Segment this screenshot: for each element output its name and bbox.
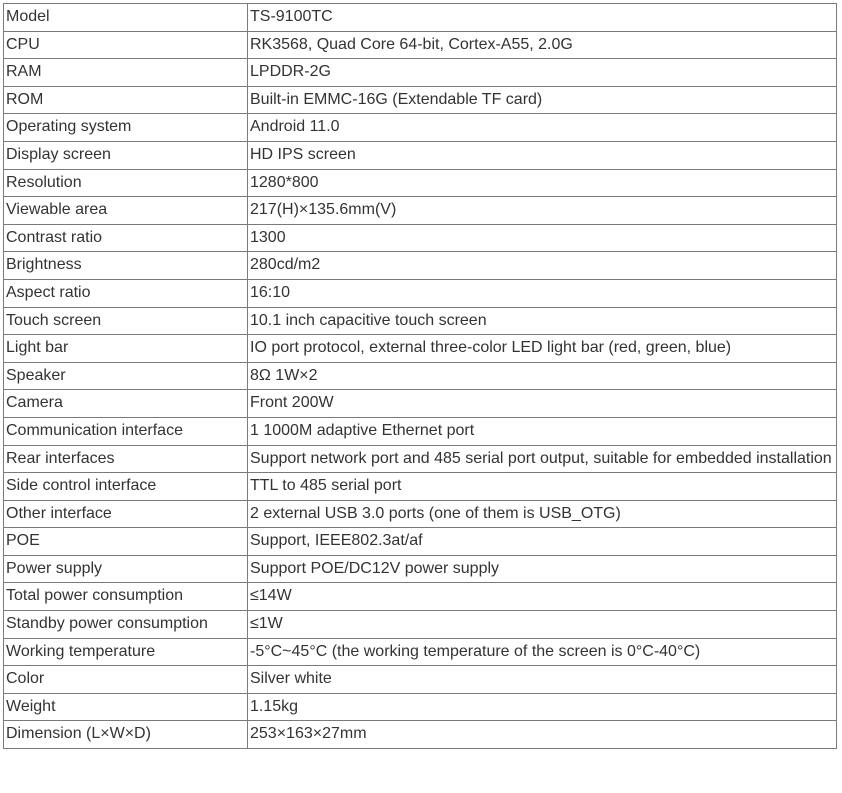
table-row	[4, 555, 837, 583]
spec-value: Support, IEEE802.3at/af	[248, 528, 837, 556]
spec-label: Rear interfaces	[4, 445, 248, 473]
spec-value: Front 200W	[248, 390, 837, 418]
spec-value: Silver white	[248, 666, 837, 694]
spec-value: 16:10	[248, 279, 837, 307]
spec-value: TTL to 485 serial port	[248, 473, 837, 501]
spec-value: Support network port and 485 serial port output, suitable for embedded installation	[248, 445, 837, 473]
spec-value: 1300	[248, 224, 837, 252]
table-row	[4, 500, 837, 528]
table-row	[4, 528, 837, 556]
table-row	[4, 666, 837, 694]
spec-label: ROM	[4, 86, 248, 114]
spec-value: Android 11.0	[248, 114, 837, 142]
table-row	[4, 445, 837, 473]
spec-value: IO port protocol, external three-color LED light bar (red, green, blue)	[248, 335, 837, 363]
spec-value: HD IPS screen	[248, 141, 837, 169]
spec-label: Standby power consumption	[4, 611, 248, 639]
spec-table-body	[4, 4, 837, 749]
table-row	[4, 31, 837, 59]
spec-label: Resolution	[4, 169, 248, 197]
spec-value: 10.1 inch capacitive touch screen	[248, 307, 837, 335]
spec-label: Side control interface	[4, 473, 248, 501]
spec-value: 8Ω 1W×2	[248, 362, 837, 390]
spec-value: RK3568, Quad Core 64-bit, Cortex-A55, 2.0G	[248, 31, 837, 59]
spec-label: Operating system	[4, 114, 248, 142]
table-row	[4, 307, 837, 335]
spec-label: POE	[4, 528, 248, 556]
spec-label: CPU	[4, 31, 248, 59]
spec-value: 1.15kg	[248, 693, 837, 721]
spec-value: 253×163×27mm	[248, 721, 837, 749]
table-row	[4, 224, 837, 252]
spec-label: Other interface	[4, 500, 248, 528]
table-row	[4, 693, 837, 721]
spec-label: Light bar	[4, 335, 248, 363]
table-row	[4, 252, 837, 280]
table-row	[4, 417, 837, 445]
spec-label: Color	[4, 666, 248, 694]
table-row	[4, 279, 837, 307]
spec-label: Contrast ratio	[4, 224, 248, 252]
spec-label: Communication interface	[4, 417, 248, 445]
spec-label: Brightness	[4, 252, 248, 280]
spec-label: Display screen	[4, 141, 248, 169]
spec-label: Touch screen	[4, 307, 248, 335]
table-row	[4, 59, 837, 87]
spec-label: RAM	[4, 59, 248, 87]
spec-table	[3, 3, 837, 749]
table-row	[4, 638, 837, 666]
spec-value: 217(H)×135.6mm(V)	[248, 197, 837, 225]
spec-value: LPDDR-2G	[248, 59, 837, 87]
table-row	[4, 335, 837, 363]
table-row	[4, 390, 837, 418]
spec-label: Aspect ratio	[4, 279, 248, 307]
table-row	[4, 169, 837, 197]
spec-label: Viewable area	[4, 197, 248, 225]
table-row	[4, 197, 837, 225]
spec-value: Support POE/DC12V power supply	[248, 555, 837, 583]
spec-label: Weight	[4, 693, 248, 721]
spec-value: ≤1W	[248, 611, 837, 639]
spec-value: TS-9100TC	[248, 4, 837, 32]
spec-value: -5°C~45°C (the working temperature of the screen is 0°C-40°C)	[248, 638, 837, 666]
spec-label: Dimension (L×W×D)	[4, 721, 248, 749]
table-row	[4, 583, 837, 611]
spec-label: Working temperature	[4, 638, 248, 666]
table-row	[4, 611, 837, 639]
spec-label: Total power consumption	[4, 583, 248, 611]
spec-value: 1280*800	[248, 169, 837, 197]
spec-label: Power supply	[4, 555, 248, 583]
spec-label: Camera	[4, 390, 248, 418]
table-row	[4, 86, 837, 114]
table-row	[4, 362, 837, 390]
table-row	[4, 114, 837, 142]
spec-label: Speaker	[4, 362, 248, 390]
spec-value: Built-in EMMC-16G (Extendable TF card)	[248, 86, 837, 114]
spec-value: 2 external USB 3.0 ports (one of them is USB_OTG)	[248, 500, 837, 528]
spec-value: ≤14W	[248, 583, 837, 611]
table-row	[4, 4, 837, 32]
table-row	[4, 473, 837, 501]
spec-value: 1 1000M adaptive Ethernet port	[248, 417, 837, 445]
spec-label: Model	[4, 4, 248, 32]
table-row	[4, 721, 837, 749]
table-row	[4, 141, 837, 169]
spec-value: 280cd/m2	[248, 252, 837, 280]
